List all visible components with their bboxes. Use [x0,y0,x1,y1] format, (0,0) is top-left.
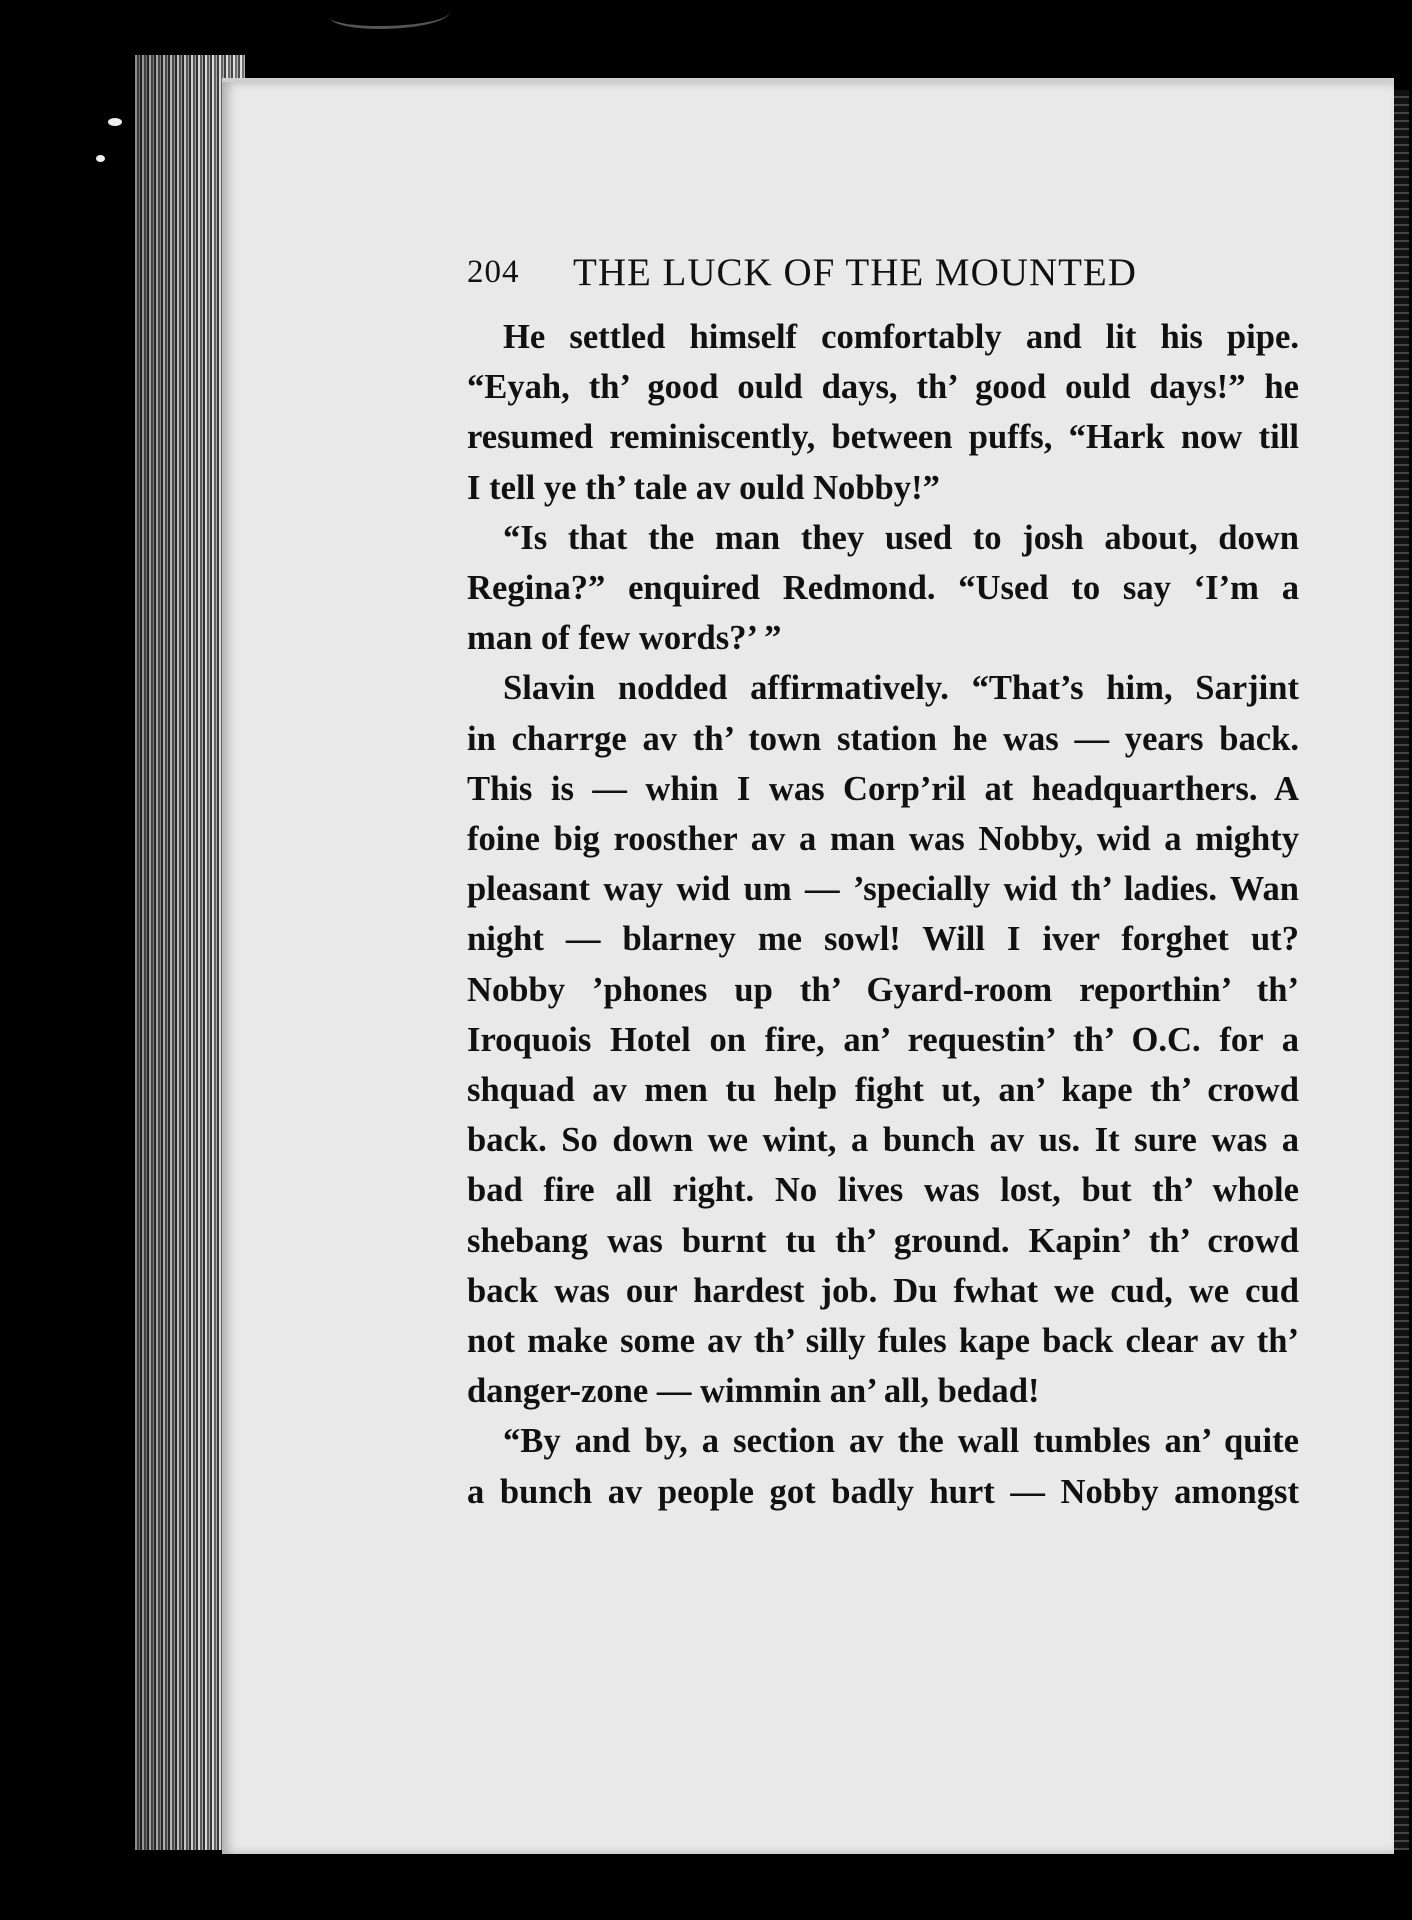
text-line: not make some av th’ silly fules kape back clear av th’ [467,1322,1299,1361]
page-header [467,250,1197,300]
text-line: resumed reminiscently, between puffs, “Hark now till [467,418,1299,457]
body-text [467,312,1299,1517]
text-line: in charrge av th’ town station he was — years back. [467,719,1299,758]
text-line: shquad av men tu help fight ut, an’ kape th’ crowd [467,1071,1299,1110]
text-line: bad fire all right. No lives was lost, but th’ whole [467,1171,1299,1210]
text-line: Slavin nodded affirmatively. “That’s him, Sarjint [503,669,1299,708]
scan-artifact [330,0,450,29]
text-line: shebang was burnt tu th’ ground. Kapin’ th’ crowd [467,1221,1299,1260]
text-line: back. So down we wint, a bunch av us. It sure was a [467,1121,1299,1160]
text-line: I tell ye th’ tale av ould Nobby!” [467,468,940,507]
running-title: THE LUCK OF THE MOUNTED [573,251,1137,294]
text-line: man of few words?’ ” [467,619,782,658]
text-line: back was our hardest job. Du fwhat we cud, we cud [467,1271,1299,1310]
text-line: foine big roosther av a man was Nobby, wid a mighty [467,820,1299,859]
text-line: Regina?” enquired Redmond. “Used to say ‘I’m a [467,569,1299,608]
scan-fleck [108,118,122,126]
text-line: a bunch av people got badly hurt — Nobby amongst [467,1472,1299,1511]
text-line: This is — whin I was Corp’ril at headquarthers. A [467,769,1299,808]
text-line: danger-zone — wimmin an’ all, bedad! [467,1372,1040,1411]
text-line: Nobby ’phones up th’ Gyard-room reporthin’ th’ [467,970,1299,1009]
text-line: He settled himself comfortably and lit his pipe. [503,318,1299,356]
text-line: pleasant way wid um — ’specially wid th’ ladies. Wan [467,870,1299,909]
text-line: “By and by, a section av the wall tumbles an’ quite [503,1422,1299,1461]
text-line: “Eyah, th’ good ould days, th’ good ould days!” he [467,368,1299,407]
text-line: “Is that the man they used to josh about, down [503,518,1299,557]
scan-fleck [96,155,105,162]
text-line: Iroquois Hotel on fire, an’ requestin’ th’ O.C. for a [467,1020,1299,1059]
page-number: 204 [467,254,520,290]
text-line: night — blarney me sowl! Will I iver forghet ut? [467,920,1299,959]
